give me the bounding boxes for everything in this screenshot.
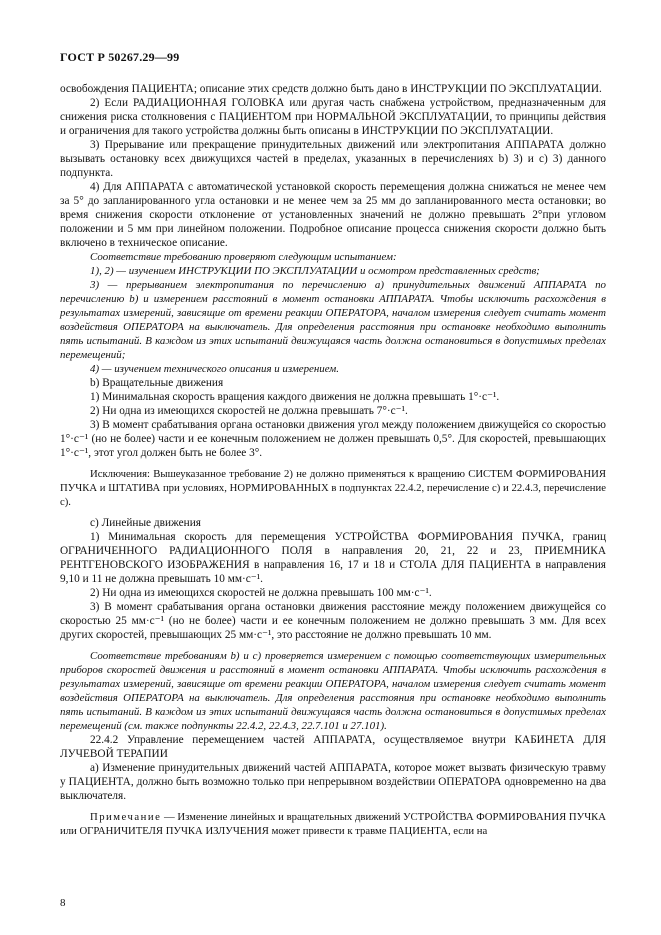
note-paragraph <box>60 810 606 838</box>
note-label: Примечание <box>90 811 162 823</box>
paragraph: 1) Минимальная скорость вращения каждого движения не должна превышать 1°·с⁻¹. <box>90 391 500 403</box>
paragraph: а) Изменение принудительных движений частей АППАРАТА, которое может вызвать физическую травму у ПАЦИЕНТА, должно быть возможно только при непрерывном воздействии ОПЕРАТОРА одновременно на два выключателя. <box>60 762 606 802</box>
document-header: ГОСТ Р 50267.29—99 <box>60 50 180 64</box>
paragraph: 4) Для АППАРАТА с автоматической установкой скорость перемещения должна снижаться не менее чем за 5° до запланированного угла остановки и не менее чем за 25 мм до запланированного места остановки; во время снижения скорости отклонение от установленных значений не должно превышать 2°при угловом положении и 5 мм при линейном положении. Подробное описание процесса снижения скорости должно быть включено в техническое описание. <box>60 181 606 249</box>
compliance-paragraph: Соответствие требованию проверяют следующим испытанием: <box>90 251 397 263</box>
paragraph: 2) Ни одна из имеющихся скоростей не должна превышать 100 мм·с⁻¹. <box>90 587 432 599</box>
subsection-heading: 22.4.2 Управление перемещением частей АППАРАТА, осуществляемое внутри КАБИНЕТА ДЛЯ ЛУЧЕВОЙ ТЕРАПИИ <box>60 734 606 760</box>
paragraph: 1) Минимальная скорость для перемещения УСТРОЙСТВА ФОРМИРОВАНИЯ ПУЧКА, границ ОГРАНИЧЕННОГО РАДИАЦИОННОГО ПОЛЯ в направления 20, 21, 22 и 23, ПРИЕМНИКА РЕНТГЕНОВСКОГО ИЗОБРАЖЕНИЯ в направления 16, 17 и 18 и СТОЛА ДЛЯ ПАЦИЕНТА в направления 9,10 и 11 не должна превышать 10 мм·с⁻¹. <box>60 531 606 585</box>
paragraph: 3) Прерывание или прекращение принудительных движений или электропитания АППАРАТА должно вызывать остановку всех движущихся частей в пределах, указанных в перечислениях b) 3) и с) 3) данного подпункта. <box>60 139 606 179</box>
page-number: 8 <box>60 897 66 909</box>
exceptions-paragraph: Исключения: Вышеуказанное требование 2) не должно применяться к вращению СИСТЕМ ФОРМИРОВАНИЯ ПУЧКА и ШТАТИВА при условиях, НОРМИРОВАННЫХ в подпунктах 22.4.2, перечисление с) и 22.4.3, перечисление с). <box>60 468 606 508</box>
section-heading: b) Вращательные движения <box>90 377 224 389</box>
compliance-paragraph: 4) — изучением технического описания и измерением. <box>90 363 339 375</box>
paragraph: 3) В момент срабатывания органа остановки движения угол между положением движущейся со скоростью 1°·с⁻¹ (но не более) части и ее конечным положением не должен превышать 0,5°. Для скоростей, превышающих 1°·с⁻¹, этот угол должен быть не более 3°. <box>60 419 606 459</box>
note-text: — Изменение линейных и вращательных движений УСТРОЙСТВА ФОРМИРОВАНИЯ ПУЧКА или ОГРАНИЧИТЕЛЯ ПУЧКА ИЗЛУЧЕНИЯ может привести к травме ПАЦИЕНТА, если на <box>60 811 606 837</box>
compliance-paragraph: 1), 2) — изучением ИНСТРУКЦИИ ПО ЭКСПЛУАТАЦИИ и осмотром представленных средств; <box>90 265 540 277</box>
paragraph: 2) Если РАДИАЦИОННАЯ ГОЛОВКА или другая часть снабжена устройством, предназначенным для снижения риска столкновения с ПАЦИЕНТОМ при НОРМАЛЬНОЙ ЭКСПЛУАТАЦИИ, то принципы действия и ограничения для такого устройства должны быть описаны в ИНСТРУКЦИИ ПО ЭКСПЛУАТАЦИИ. <box>60 97 606 137</box>
section-heading: с) Линейные движения <box>90 517 201 529</box>
paragraph: 2) Ни одна из имеющихся скоростей не должна превышать 7°·с⁻¹. <box>90 405 408 417</box>
compliance-paragraph: Соответствие требованиям b) и с) проверяется измерением с помощью соответствующих измерительных приборов скоростей движения и расстояний в момент остановки АППАРАТА. Чтобы исключить расхождения в результатах измерений, зависящие от времени реакции ОПЕРАТОРА, началом измерения следует считать момент воздействия ОПЕРАТОРА на выключатель. Для определения расстояния при остановке необходимо выполнить пять испытаний. В каждом из этих испытаний движущаяся часть должна остановиться в допустимых пределах перемещений (см. также подпункты 22.4.2, 22.4.3, 22.7.101 и 27.101). <box>60 650 606 732</box>
paragraph: освобождения ПАЦИЕНТА; описание этих средств должно быть дано в ИНСТРУКЦИИ ПО ЭКСПЛУАТАЦИИ. <box>60 83 602 95</box>
paragraph: 3) В момент срабатывания органа остановки движения расстояние между положением движущейся со скоростью 25 мм·с⁻¹ (но не более) части и ее конечным положением не должно превышать 3 мм. Для всех других скоростей, превышающих 25 мм·с⁻¹, это расстояние не должно превышать 10 мм. <box>60 601 606 641</box>
document-body <box>60 82 606 838</box>
compliance-paragraph: 3) — прерыванием электропитания по перечислению а) принудительных движений АППАРАТА по перечислению b) и измерением расстояний в момент остановки АППАРАТА. Чтобы исключить расхождения в результатах измерений, зависящие от времени реакции ОПЕРАТОРА, началом измерения следует считать момент воздействия ОПЕРАТОРА на выключатель. Для определения расстояния при остановке необходимо выполнить пять испытаний. В каждом из этих испытаний движущаяся часть должна остановиться в допустимых пределах перемещений; <box>60 279 606 361</box>
